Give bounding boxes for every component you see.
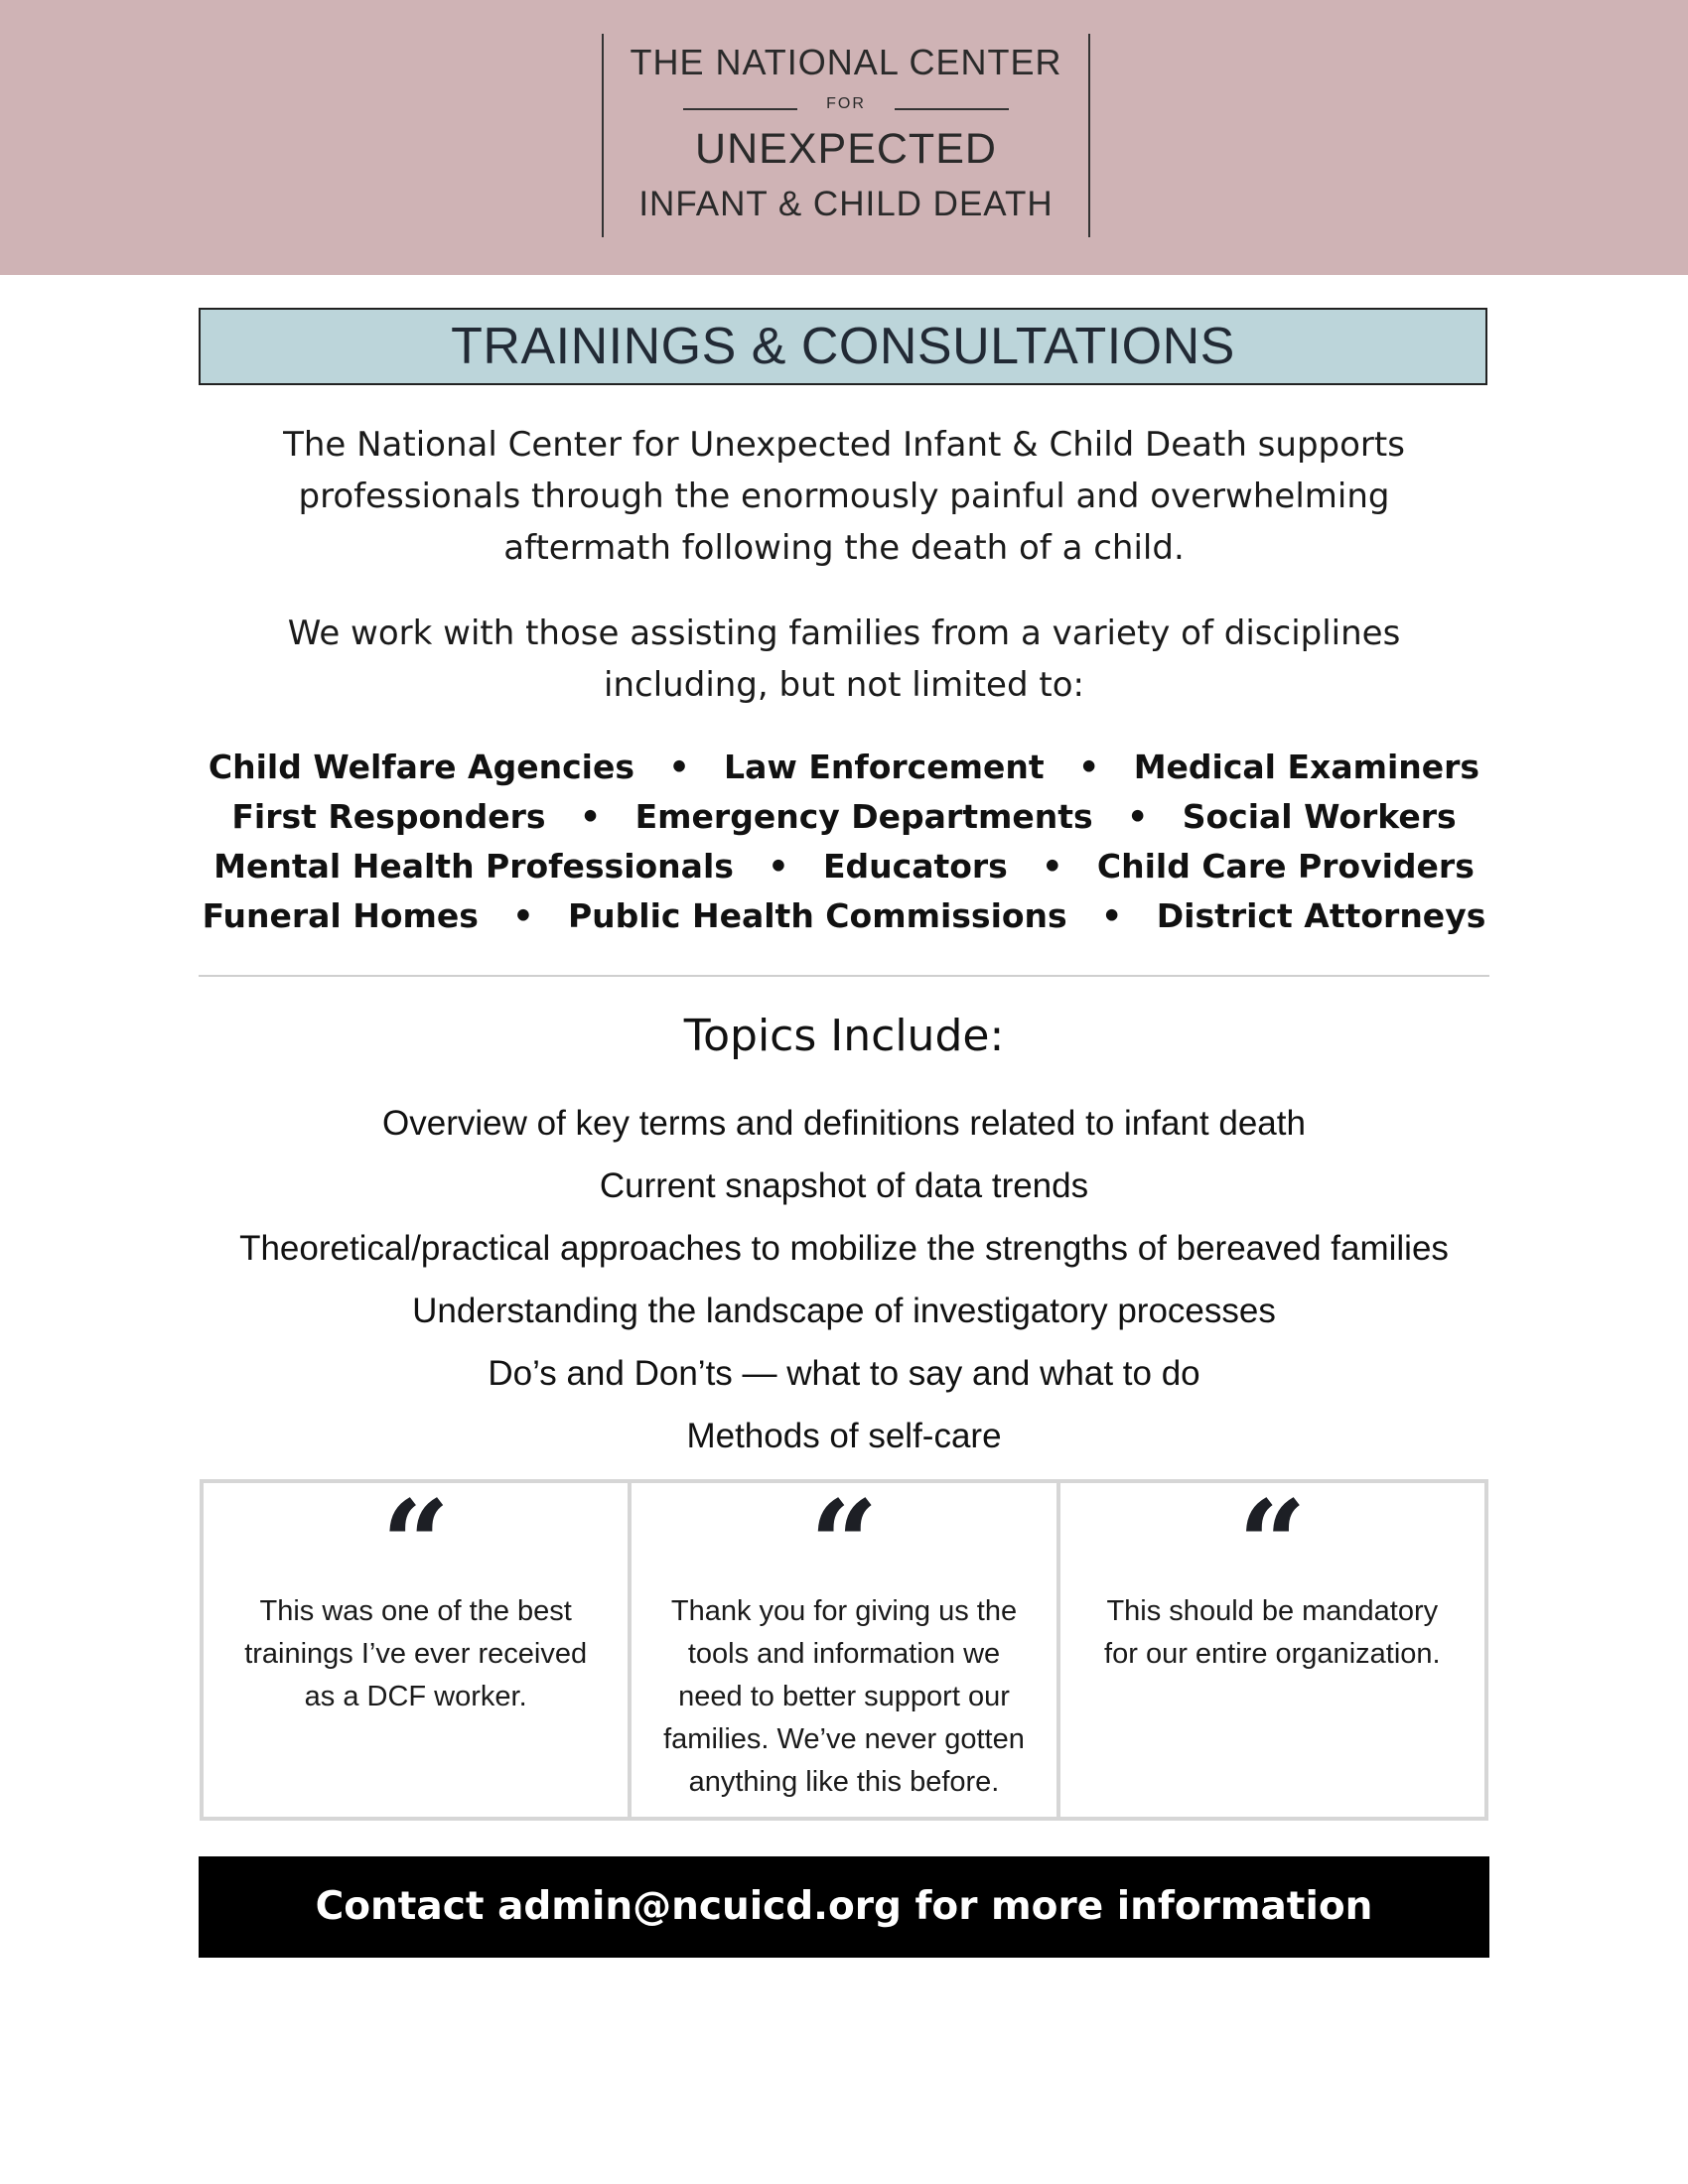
- discipline-item: Social Workers Mental Health Professionals: [213, 797, 1457, 886]
- topic-item: Current snapshot of data trends: [599, 1166, 1089, 1205]
- discipline-item: Child Care Providers Funeral Homes: [202, 847, 1475, 935]
- testimonial-card: [628, 1474, 1055, 1817]
- discipline-item: Medical Examiners First Responders: [231, 748, 1480, 836]
- disciplines-list: [199, 743, 1489, 941]
- bullet-separator: •: [490, 896, 557, 935]
- quote-icon: “: [1237, 1474, 1307, 1614]
- topic-item: Theoretical/practical approaches to mobilize the strengths of bereaved families: [239, 1229, 1449, 1268]
- bullet-separator: •: [1104, 797, 1172, 836]
- topics-heading: Topics Include:: [683, 1011, 1005, 1061]
- logo-line-1: THE NATIONAL CENTER: [630, 42, 1062, 82]
- testimonial-card: [204, 1474, 628, 1817]
- logo-divider-row: [683, 93, 1009, 123]
- discipline-item: District Attorneys: [1156, 896, 1486, 935]
- intro-paragraph-1: The National Center for Unexpected Infant & Child Death supports professionals through the enormously painful and overwhelming aftermath following the death of a child.: [283, 425, 1405, 568]
- discipline-item: Child Welfare Agencies: [208, 748, 634, 786]
- bullet-separator: •: [1019, 847, 1086, 886]
- organization-logo: [602, 34, 1090, 237]
- logo-line-2: FOR: [826, 95, 866, 112]
- bullet-separator: •: [557, 797, 625, 836]
- contact-banner: Contact admin@ncuicd.org for more information: [199, 1856, 1489, 1958]
- testimonials-grid: [200, 1474, 1488, 1821]
- page-title: TRAININGS & CONSULTATIONS: [199, 308, 1487, 385]
- logo-rule-right: [895, 108, 1009, 110]
- intro-paragraph-2: We work with those assisting families from a variety of disciplines including, but not limited to:: [287, 614, 1401, 705]
- bullet-separator: •: [1078, 896, 1146, 935]
- testimonial-text: This should be mandatory for our entire organization.: [1104, 1595, 1441, 1670]
- topic-item: Understanding the landscape of investigatory processes: [412, 1292, 1276, 1330]
- testimonial-card: [1056, 1474, 1484, 1817]
- discipline-item: Emergency Departments: [634, 797, 1093, 836]
- quote-icon: “: [381, 1474, 451, 1614]
- testimonial-text: This was one of the best trainings I’ve ever received as a DCF worker.: [244, 1595, 588, 1712]
- topic-item: Do’s and Don’ts — what to say and what to do: [488, 1354, 1200, 1393]
- bullet-separator: •: [645, 748, 713, 786]
- discipline-item: Law Enforcement: [724, 748, 1045, 786]
- topic-item: Overview of key terms and definitions related to infant death: [382, 1104, 1306, 1143]
- discipline-item: Public Health Commissions: [568, 896, 1067, 935]
- logo-line-4: INFANT & CHILD DEATH: [638, 185, 1054, 223]
- quote-icon: “: [809, 1474, 879, 1614]
- logo-line-3: UNEXPECTED: [695, 125, 997, 173]
- bullet-separator: •: [745, 847, 812, 886]
- discipline-item: Educators: [822, 847, 1008, 886]
- section-divider: [199, 975, 1489, 977]
- topics-list: [199, 1092, 1489, 1467]
- bullet-separator: •: [1055, 748, 1123, 786]
- topic-item: Methods of self-care: [686, 1417, 1002, 1455]
- testimonial-text: Thank you for giving us the tools and information we need to better support our families. We’ve never gotten anything like this before.: [663, 1595, 1025, 1798]
- header-banner: [0, 0, 1688, 275]
